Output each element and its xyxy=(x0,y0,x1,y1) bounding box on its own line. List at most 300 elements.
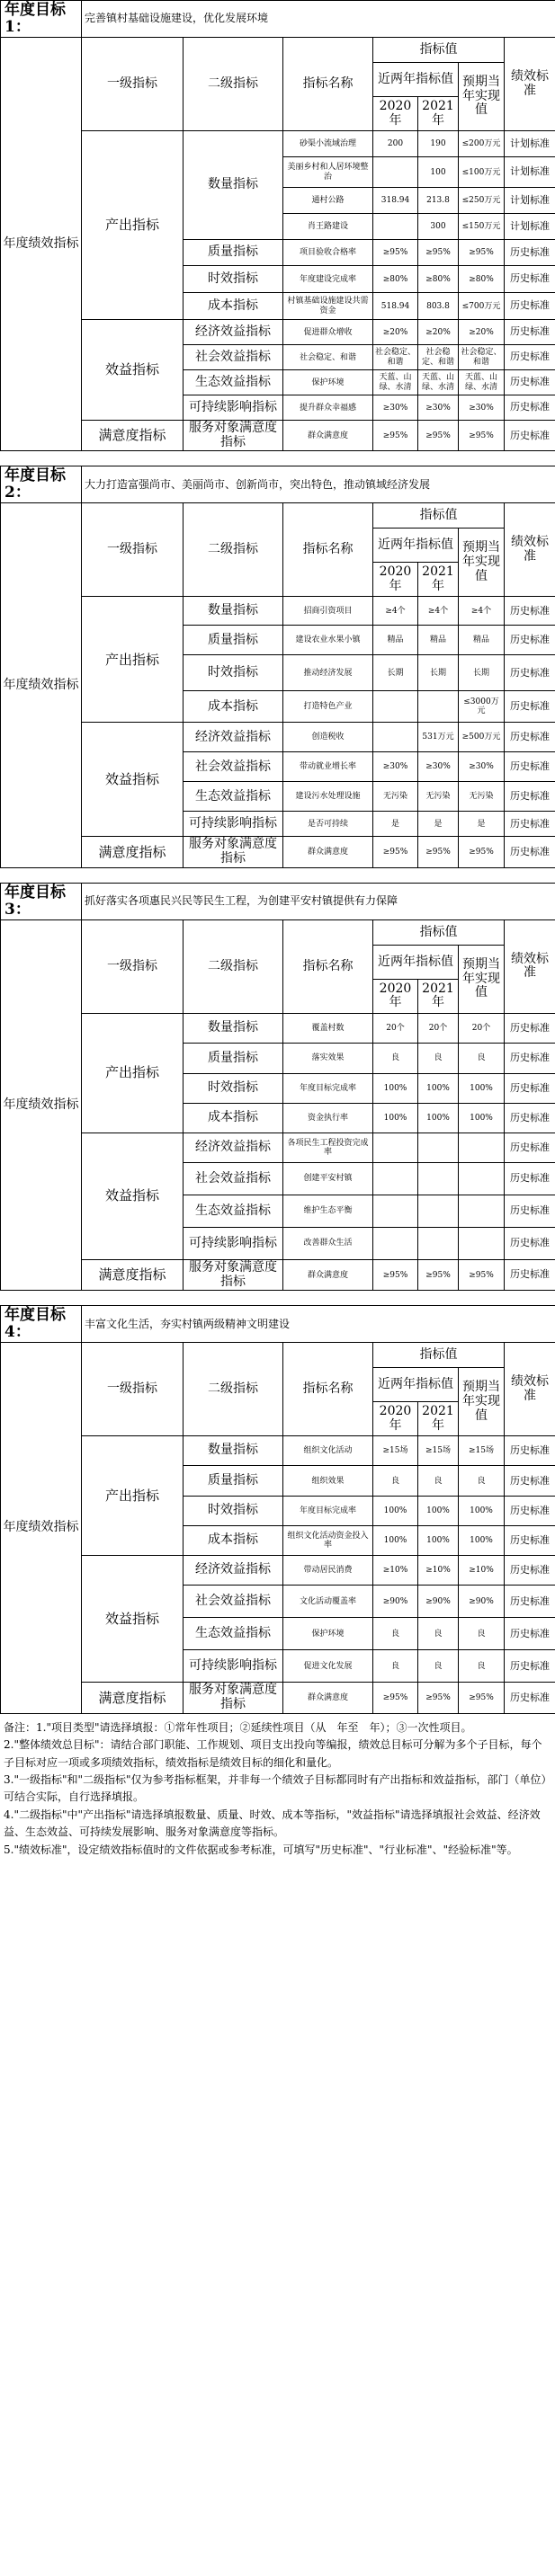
level2-indicator: 成本指标 xyxy=(184,1103,283,1133)
table-row xyxy=(1,320,555,345)
table-row xyxy=(1,1436,555,1466)
level2-indicator: 经济效益指标 xyxy=(184,320,283,345)
note-4: 4."二级指标"中"产出指标"请选择填报数量、质量、时效、成本等指标，"效益指标"请选择填报社会效益、经济效益、生态效益、可持续发展影响、服务对象满意度等指标。 xyxy=(4,1808,541,1839)
performance-standard: 历史标准 xyxy=(505,1586,555,1618)
value-2021: 100% xyxy=(418,1497,459,1526)
performance-standard: 历史标准 xyxy=(505,626,555,655)
performance-standard: 历史标准 xyxy=(505,1013,555,1043)
value-expected: ≥20% xyxy=(459,320,505,345)
value-2020: 100% xyxy=(373,1497,418,1526)
value-expected: ≥15场 xyxy=(459,1436,505,1466)
value-expected xyxy=(459,1162,505,1195)
value-2021: 803.8 xyxy=(418,293,459,320)
value-2020: 良 xyxy=(373,1466,418,1497)
performance-standard: 历史标准 xyxy=(505,1073,555,1103)
value-2021: ≥30% xyxy=(418,395,459,421)
indicator-name: 保护环境 xyxy=(283,1618,373,1650)
indicator-name: 是否可持续 xyxy=(283,812,373,837)
value-2021: ≥90% xyxy=(418,1586,459,1618)
header-name: 指标名称 xyxy=(283,1343,373,1436)
header-2021: 2021年 xyxy=(418,97,459,131)
performance-standard: 历史标准 xyxy=(505,1133,555,1162)
indicator-name: 保护环境 xyxy=(283,370,373,395)
value-2021: 20个 xyxy=(418,1013,459,1043)
value-expected xyxy=(459,1133,505,1162)
performance-standard: 历史标准 xyxy=(505,1043,555,1073)
value-2021: ≥95% xyxy=(418,837,459,867)
performance-standard: 历史标准 xyxy=(505,1162,555,1195)
goal-table-1 xyxy=(0,0,555,451)
level2-indicator: 生态效益指标 xyxy=(184,1618,283,1650)
performance-standard: 历史标准 xyxy=(505,1103,555,1133)
note-5: 5."绩效标准"，设定绩效指标值时的文件依据或参考标准，可填写"历史标准"、"行业标准"、"经验标准"等。 xyxy=(4,1843,518,1856)
level1-indicator: 产出指标 xyxy=(82,1013,184,1133)
value-2020: 100% xyxy=(373,1103,418,1133)
note-2: 2."整体绩效总目标"：请结合部门职能、工作规划、项目支出投向等编报，绩效总目标可分解为多个子目标，每个子目标对应一项或多项绩效指标，绩效指标是绩效目标的细化和量化。 xyxy=(4,1738,542,1769)
value-2020 xyxy=(373,1162,418,1195)
goal-text: 大力打造富强尚市、美丽尚市、创新尚市，突出特色，推动镇域经济发展 xyxy=(82,466,555,503)
value-2020: 长期 xyxy=(373,655,418,691)
header-recent: 近两年指标值 xyxy=(373,63,459,97)
header-recent: 近两年指标值 xyxy=(373,1368,459,1402)
goal-label: 年度目标1： xyxy=(1,1,82,38)
goal-table-4 xyxy=(0,1305,555,1713)
value-2020: ≥80% xyxy=(373,266,418,293)
value-expected: ≥30% xyxy=(459,395,505,421)
indicator-name: 社会稳定、和谐 xyxy=(283,345,373,370)
performance-standard: 历史标准 xyxy=(505,1618,555,1650)
header-value: 指标值 xyxy=(373,919,505,945)
performance-standard: 历史标准 xyxy=(505,1195,555,1227)
level2-indicator: 服务对象满意度指标 xyxy=(184,421,283,451)
indicator-name: 促进文化发展 xyxy=(283,1650,373,1683)
value-2021: 良 xyxy=(418,1043,459,1073)
value-2020 xyxy=(373,1133,418,1162)
value-2020: 20个 xyxy=(373,1013,418,1043)
header-value: 指标值 xyxy=(373,38,505,63)
level2-indicator: 服务对象满意度指标 xyxy=(184,837,283,867)
level1-indicator: 产出指标 xyxy=(82,597,184,723)
level2-indicator: 生态效益指标 xyxy=(184,370,283,395)
value-2020: 100% xyxy=(373,1073,418,1103)
value-2020: ≥30% xyxy=(373,395,418,421)
value-2020: 无污染 xyxy=(373,782,418,812)
performance-standard: 历史标准 xyxy=(505,1436,555,1466)
value-expected: 无污染 xyxy=(459,782,505,812)
value-2021: ≥30% xyxy=(418,752,459,782)
value-expected: ≤250万元 xyxy=(459,188,505,214)
level2-indicator: 质量指标 xyxy=(184,626,283,655)
header-standard: 绩效标准 xyxy=(505,38,555,131)
level2-indicator: 成本指标 xyxy=(184,1526,283,1556)
indicator-name: 文化活动覆盖率 xyxy=(283,1586,373,1618)
value-2020: 良 xyxy=(373,1650,418,1683)
value-expected: 社会稳定、和谐 xyxy=(459,345,505,370)
level2-indicator: 质量指标 xyxy=(184,1043,283,1073)
value-2021: 100 xyxy=(418,157,459,188)
value-expected: ≤200万元 xyxy=(459,131,505,157)
value-2020: ≥10% xyxy=(373,1556,418,1586)
header-2020: 2020年 xyxy=(373,979,418,1013)
value-expected: ≥95% xyxy=(459,1259,505,1290)
performance-standard: 历史标准 xyxy=(505,1227,555,1259)
level2-indicator: 数量指标 xyxy=(184,131,283,240)
header-2021: 2021年 xyxy=(418,563,459,597)
value-2020: 100% xyxy=(373,1526,418,1556)
performance-standard: 历史标准 xyxy=(505,1650,555,1683)
indicator-name: 提升群众幸福感 xyxy=(283,395,373,421)
performance-standard: 计划标准 xyxy=(505,188,555,214)
indicator-name: 维护生态平衡 xyxy=(283,1195,373,1227)
value-2021: 无污染 xyxy=(418,782,459,812)
indicator-name: 改善群众生活 xyxy=(283,1227,373,1259)
indicator-name: 群众满意度 xyxy=(283,1683,373,1713)
value-2020 xyxy=(373,723,418,752)
notes xyxy=(0,1714,555,1860)
header-expected: 预期当年实现值 xyxy=(459,1368,505,1436)
level2-indicator: 可持续影响指标 xyxy=(184,395,283,421)
level1-indicator: 效益指标 xyxy=(82,723,184,837)
value-2020: 天蓝、山绿、水清 xyxy=(373,370,418,395)
value-2020: ≥30% xyxy=(373,752,418,782)
value-expected: 100% xyxy=(459,1103,505,1133)
header-2020: 2020年 xyxy=(373,563,418,597)
indicator-name: 项目验收合格率 xyxy=(283,240,373,266)
indicator-name: 肖王路建设 xyxy=(283,214,373,240)
performance-standard: 计划标准 xyxy=(505,131,555,157)
performance-standard: 计划标准 xyxy=(505,214,555,240)
level2-indicator: 经济效益指标 xyxy=(184,1556,283,1586)
value-2020: ≥95% xyxy=(373,421,418,451)
level2-indicator: 时效指标 xyxy=(184,1497,283,1526)
value-2020: ≥4个 xyxy=(373,597,418,626)
value-2020: ≥15场 xyxy=(373,1436,418,1466)
level1-indicator: 满意度指标 xyxy=(82,1683,184,1713)
value-2021: 是 xyxy=(418,812,459,837)
value-2020 xyxy=(373,214,418,240)
header-l1: 一级指标 xyxy=(82,919,184,1013)
goal-text: 完善镇村基础设施建设，优化发展环境 xyxy=(82,1,555,38)
goal-text: 抓好落实各项惠民兴民等民生工程，为创建平安村镇提供有力保障 xyxy=(82,883,555,919)
value-2021: ≥95% xyxy=(418,1683,459,1713)
level2-indicator: 数量指标 xyxy=(184,597,283,626)
level2-indicator: 生态效益指标 xyxy=(184,1195,283,1227)
level1-indicator: 满意度指标 xyxy=(82,837,184,867)
value-expected: ≤150万元 xyxy=(459,214,505,240)
note-3: 3."一级指标"和"二级指标"仅为参考指标框架，并非每一个绩效子目标都同时有产出指标和效益指标，部门（单位）可结合实际，自行选择填报。 xyxy=(4,1772,547,1804)
performance-standard: 历史标准 xyxy=(505,421,555,451)
value-2020 xyxy=(373,691,418,723)
level2-indicator: 数量指标 xyxy=(184,1436,283,1466)
goal-label: 年度目标2： xyxy=(1,466,82,503)
value-2021: 长期 xyxy=(418,655,459,691)
performance-label: 年度绩效指标 xyxy=(1,919,82,1290)
level2-indicator: 服务对象满意度指标 xyxy=(184,1683,283,1713)
value-expected: ≥95% xyxy=(459,421,505,451)
value-expected: 是 xyxy=(459,812,505,837)
header-value: 指标值 xyxy=(373,1343,505,1368)
value-2021: 300 xyxy=(418,214,459,240)
table-row xyxy=(1,421,555,451)
value-expected: ≥500万元 xyxy=(459,723,505,752)
performance-standard: 历史标准 xyxy=(505,345,555,370)
value-2020: ≥90% xyxy=(373,1586,418,1618)
value-2021: 100% xyxy=(418,1073,459,1103)
header-standard: 绩效标准 xyxy=(505,1343,555,1436)
level2-indicator: 时效指标 xyxy=(184,1073,283,1103)
level2-indicator: 社会效益指标 xyxy=(184,345,283,370)
value-expected: ≥30% xyxy=(459,752,505,782)
indicator-name: 建设农业水果小镇 xyxy=(283,626,373,655)
value-2020: 良 xyxy=(373,1618,418,1650)
header-l2: 二级指标 xyxy=(184,503,283,597)
indicator-name: 创建平安村镇 xyxy=(283,1162,373,1195)
indicator-name: 促进群众增收 xyxy=(283,320,373,345)
header-standard: 绩效标准 xyxy=(505,919,555,1013)
indicator-name: 年度目标完成率 xyxy=(283,1497,373,1526)
performance-standard: 历史标准 xyxy=(505,1556,555,1586)
indicator-name: 组织文化活动资金投入率 xyxy=(283,1526,373,1556)
header-standard: 绩效标准 xyxy=(505,503,555,597)
value-expected: ≥4个 xyxy=(459,597,505,626)
value-2020 xyxy=(373,157,418,188)
value-2020: 精品 xyxy=(373,626,418,655)
value-2020: 518.94 xyxy=(373,293,418,320)
level2-indicator: 社会效益指标 xyxy=(184,1162,283,1195)
level1-indicator: 产出指标 xyxy=(82,131,184,320)
level1-indicator: 产出指标 xyxy=(82,1436,184,1556)
indicator-name: 群众满意度 xyxy=(283,1259,373,1290)
value-expected: ≥10% xyxy=(459,1556,505,1586)
value-expected: ≥95% xyxy=(459,1683,505,1713)
value-2021: 531万元 xyxy=(418,723,459,752)
header-2021: 2021年 xyxy=(418,1402,459,1436)
level2-indicator: 质量指标 xyxy=(184,240,283,266)
value-2021: 良 xyxy=(418,1618,459,1650)
value-expected: 100% xyxy=(459,1497,505,1526)
performance-label: 年度绩效指标 xyxy=(1,1343,82,1713)
value-2020: 社会稳定、和谐 xyxy=(373,345,418,370)
indicator-name: 打造特色产业 xyxy=(283,691,373,723)
table-row xyxy=(1,1133,555,1162)
header-l1: 一级指标 xyxy=(82,1343,184,1436)
value-2021: ≥95% xyxy=(418,240,459,266)
indicator-name: 年度建设完成率 xyxy=(283,266,373,293)
indicator-name: 落实效果 xyxy=(283,1043,373,1073)
value-expected: 良 xyxy=(459,1650,505,1683)
level2-indicator: 生态效益指标 xyxy=(184,782,283,812)
level2-indicator: 服务对象满意度指标 xyxy=(184,1259,283,1290)
value-2021 xyxy=(418,691,459,723)
indicator-name: 组织文化活动 xyxy=(283,1436,373,1466)
table-row xyxy=(1,1683,555,1713)
note-1: 备注：1."项目类型"请选择填报：①常年性项目；②延续性项目（从 年至 年）；③一次性项目。 xyxy=(4,1720,472,1734)
performance-standard: 历史标准 xyxy=(505,1259,555,1290)
level2-indicator: 可持续影响指标 xyxy=(184,812,283,837)
level2-indicator: 经济效益指标 xyxy=(184,1133,283,1162)
value-2020: ≥95% xyxy=(373,1683,418,1713)
header-expected: 预期当年实现值 xyxy=(459,529,505,597)
header-l2: 二级指标 xyxy=(184,919,283,1013)
value-expected: ≥95% xyxy=(459,240,505,266)
performance-standard: 历史标准 xyxy=(505,812,555,837)
value-2020 xyxy=(373,1195,418,1227)
performance-standard: 历史标准 xyxy=(505,752,555,782)
indicator-name: 组织效果 xyxy=(283,1466,373,1497)
header-2020: 2020年 xyxy=(373,97,418,131)
header-l2: 二级指标 xyxy=(184,1343,283,1436)
value-2020: ≥95% xyxy=(373,837,418,867)
value-expected: ≥90% xyxy=(459,1586,505,1618)
table-row xyxy=(1,1259,555,1290)
level1-indicator: 效益指标 xyxy=(82,320,184,421)
performance-standard: 历史标准 xyxy=(505,240,555,266)
indicator-name: 群众满意度 xyxy=(283,421,373,451)
indicator-name: 创造税收 xyxy=(283,723,373,752)
header-expected: 预期当年实现值 xyxy=(459,63,505,131)
performance-label: 年度绩效指标 xyxy=(1,503,82,867)
value-2020: 200 xyxy=(373,131,418,157)
value-expected xyxy=(459,1227,505,1259)
value-2020 xyxy=(373,1227,418,1259)
value-expected: 100% xyxy=(459,1526,505,1556)
indicator-name: 建设污水处理设施 xyxy=(283,782,373,812)
table-row xyxy=(1,1013,555,1043)
header-2020: 2020年 xyxy=(373,1402,418,1436)
level2-indicator: 成本指标 xyxy=(184,293,283,320)
value-2021: ≥15场 xyxy=(418,1436,459,1466)
value-2021: 精品 xyxy=(418,626,459,655)
value-2020: ≥95% xyxy=(373,1259,418,1290)
value-2021 xyxy=(418,1227,459,1259)
table-row xyxy=(1,837,555,867)
value-2021 xyxy=(418,1133,459,1162)
goal-table-2 xyxy=(0,466,555,867)
goal-table-3 xyxy=(0,883,555,1291)
level2-indicator: 数量指标 xyxy=(184,1013,283,1043)
performance-standard: 历史标准 xyxy=(505,1497,555,1526)
performance-standard: 历史标准 xyxy=(505,837,555,867)
level2-indicator: 可持续影响指标 xyxy=(184,1650,283,1683)
level1-indicator: 满意度指标 xyxy=(82,421,184,451)
performance-standard: 历史标准 xyxy=(505,597,555,626)
indicator-name: 村镇基础设施建设共需资金 xyxy=(283,293,373,320)
indicator-name: 群众满意度 xyxy=(283,837,373,867)
value-2021 xyxy=(418,1195,459,1227)
value-2020: 318.94 xyxy=(373,188,418,214)
performance-label: 年度绩效指标 xyxy=(1,38,82,451)
value-2021: ≥20% xyxy=(418,320,459,345)
value-expected xyxy=(459,1195,505,1227)
value-2021: 天蓝、山绿、水清 xyxy=(418,370,459,395)
header-l2: 二级指标 xyxy=(184,38,283,131)
value-2021: 良 xyxy=(418,1466,459,1497)
performance-standard: 历史标准 xyxy=(505,320,555,345)
value-expected: 100% xyxy=(459,1073,505,1103)
indicator-name: 带动居民消费 xyxy=(283,1556,373,1586)
goal-label: 年度目标4： xyxy=(1,1306,82,1343)
value-2021: ≥10% xyxy=(418,1556,459,1586)
table-row xyxy=(1,723,555,752)
indicator-name: 美丽乡村和人居环境整治 xyxy=(283,157,373,188)
performance-standard: 历史标准 xyxy=(505,293,555,320)
table-row xyxy=(1,1556,555,1586)
level1-indicator: 满意度指标 xyxy=(82,1259,184,1290)
level2-indicator: 可持续影响指标 xyxy=(184,1227,283,1259)
level2-indicator: 时效指标 xyxy=(184,655,283,691)
goal-label: 年度目标3： xyxy=(1,883,82,919)
performance-standard: 历史标准 xyxy=(505,691,555,723)
performance-standard: 历史标准 xyxy=(505,266,555,293)
performance-standard: 历史标准 xyxy=(505,395,555,421)
level1-indicator: 效益指标 xyxy=(82,1556,184,1683)
value-2020: ≥20% xyxy=(373,320,418,345)
header-recent: 近两年指标值 xyxy=(373,529,459,563)
value-expected: ≤700万元 xyxy=(459,293,505,320)
value-expected: ≥95% xyxy=(459,837,505,867)
indicator-name: 带动就业增长率 xyxy=(283,752,373,782)
value-2021: 100% xyxy=(418,1526,459,1556)
performance-standard: 计划标准 xyxy=(505,157,555,188)
performance-standard: 历史标准 xyxy=(505,1466,555,1497)
header-l1: 一级指标 xyxy=(82,503,184,597)
value-2021 xyxy=(418,1162,459,1195)
level2-indicator: 经济效益指标 xyxy=(184,723,283,752)
value-expected: 良 xyxy=(459,1466,505,1497)
value-2021: 100% xyxy=(418,1103,459,1133)
value-expected: 精品 xyxy=(459,626,505,655)
header-l1: 一级指标 xyxy=(82,38,184,131)
value-2021: 190 xyxy=(418,131,459,157)
performance-standard: 历史标准 xyxy=(505,1526,555,1556)
value-expected: 长期 xyxy=(459,655,505,691)
value-2021: ≥4个 xyxy=(418,597,459,626)
value-expected: 良 xyxy=(459,1043,505,1073)
performance-standard: 历史标准 xyxy=(505,1683,555,1713)
value-2020: 良 xyxy=(373,1043,418,1073)
value-2021: ≥95% xyxy=(418,421,459,451)
level2-indicator: 成本指标 xyxy=(184,691,283,723)
indicator-name: 砂渠小流域治理 xyxy=(283,131,373,157)
performance-standard: 历史标准 xyxy=(505,370,555,395)
header-name: 指标名称 xyxy=(283,38,373,131)
performance-standard: 历史标准 xyxy=(505,655,555,691)
header-recent: 近两年指标值 xyxy=(373,945,459,979)
value-expected: ≤3000万元 xyxy=(459,691,505,723)
level2-indicator: 社会效益指标 xyxy=(184,752,283,782)
table-row xyxy=(1,131,555,157)
indicator-name: 招商引资项目 xyxy=(283,597,373,626)
goal-text: 丰富文化生活，夯实村镇两级精神文明建设 xyxy=(82,1306,555,1343)
header-name: 指标名称 xyxy=(283,503,373,597)
performance-standard: 历史标准 xyxy=(505,782,555,812)
header-name: 指标名称 xyxy=(283,919,373,1013)
indicator-name: 年度目标完成率 xyxy=(283,1073,373,1103)
value-2021: 213.8 xyxy=(418,188,459,214)
indicator-name: 推动经济发展 xyxy=(283,655,373,691)
level1-indicator: 效益指标 xyxy=(82,1133,184,1259)
value-2021: 社会稳定、和谐 xyxy=(418,345,459,370)
performance-standard: 历史标准 xyxy=(505,723,555,752)
indicator-name: 通村公路 xyxy=(283,188,373,214)
level2-indicator: 质量指标 xyxy=(184,1466,283,1497)
value-expected: ≤100万元 xyxy=(459,157,505,188)
value-expected: 20个 xyxy=(459,1013,505,1043)
value-2020: 是 xyxy=(373,812,418,837)
header-expected: 预期当年实现值 xyxy=(459,945,505,1013)
indicator-name: 资金执行率 xyxy=(283,1103,373,1133)
level2-indicator: 社会效益指标 xyxy=(184,1586,283,1618)
